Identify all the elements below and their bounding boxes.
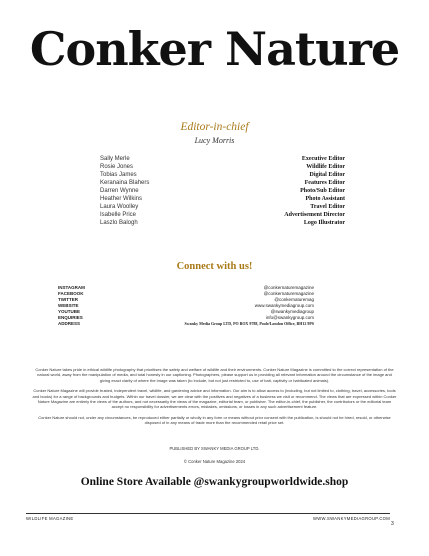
- legal-paragraph: Conker Nature takes pride in ethical wildlife photography that prioritises the safety and welfare of wildlife and their environments. Conker Nature Magazine is committed to the correct representation of the natural world, away from the manipulation of media, and total honesty in our captioning. Photographers, please support us in providing all relevant information around the circumstance of the image and giving exact clarity of where the image was taken (to include, but not just restricted to, use of bait, captivity or habituated animals).: [35, 367, 394, 383]
- staff-name: Tobias James: [100, 172, 137, 178]
- staff-row: [100, 163, 345, 171]
- staff-row: [100, 179, 345, 187]
- staff-role: Features Editor: [304, 180, 345, 186]
- staff-role: Advertisement Director: [284, 212, 345, 218]
- postal-address: Swanky Media Group LTD, PO BOX 9788, Poole/London Office, BH12 9PS: [184, 321, 314, 326]
- magazine-masthead: Conker Nature: [29, 22, 400, 76]
- footer-website: WWW.SWANKYMEDIAGROUP.COM: [313, 516, 390, 521]
- enquiries-email[interactable]: info@swankygroup.com: [265, 315, 314, 320]
- staff-row: [100, 171, 345, 179]
- staff-role: Travel Editor: [310, 204, 345, 210]
- legal-paragraph: Conker Nature Magazine will provide trusted, independent travel, wildlife, and gardening advice and information. Our aim is to allow access to (including, but not limited to, clothing, travel, accessories, tools and books) for a range of backgrounds and budgets. Within our travel dossier, we are clear with the positives and negatives of a business we visit or recommend. The views that are expressed within Conker Nature Magazine are entirely the views of the authors, and not necessarily the views of the magazine, editorial team, or publisher. The editor-in-chief, the publisher, the contributors or the editorial team accept no responsibility for advertisements errors, mistakes, omissions, or losses in any such advertisement feature.: [32, 388, 397, 410]
- copyright-line: © Conker Nature Magazine 2024: [183, 459, 246, 464]
- facebook-handle[interactable]: @conkernaturemagazine: [263, 291, 314, 296]
- contact-label: WEBSITE: [58, 303, 79, 308]
- staff-name: Isabelle Price: [100, 212, 137, 218]
- staff-name: Heather Wilkins: [100, 196, 143, 202]
- staff-name: Sally Merle: [100, 156, 130, 162]
- staff-role: Digital Editor: [309, 172, 345, 178]
- contact-list: [58, 285, 314, 327]
- staff-row: [100, 155, 345, 163]
- staff-row: [100, 211, 345, 219]
- contact-label: YOUTUBE: [58, 309, 81, 314]
- connect-heading: Connect with us!: [176, 261, 253, 272]
- contact-label: TWITTER: [58, 297, 78, 302]
- staff-list: [100, 155, 345, 227]
- staff-role: Executive Editor: [301, 156, 345, 162]
- staff-role: Photo/Sub Editor: [300, 188, 345, 194]
- publisher-line: PUBLISHED BY SWANKY MEDIA GROUP LTD.: [169, 446, 260, 451]
- legal-notice: [32, 367, 397, 431]
- instagram-handle[interactable]: @conkernaturemagazine: [263, 285, 314, 290]
- footer-divider: [26, 513, 390, 514]
- page-number: 3: [391, 521, 394, 527]
- contact-label: ADDRESS: [58, 321, 81, 326]
- staff-row: [100, 219, 345, 227]
- contact-label: INSTAGRAM: [58, 285, 85, 290]
- staff-row: [100, 195, 345, 203]
- footer-magazine-label: WILDLIFE MAGAZINE: [26, 516, 74, 521]
- twitter-handle[interactable]: @conkernaturemag: [274, 297, 314, 302]
- contact-label: ENQUIRIES: [58, 315, 83, 320]
- staff-name: Rosie Jones: [100, 164, 134, 170]
- staff-name: Darren Wynne: [100, 188, 139, 194]
- online-store-banner: Online Store Available @swankygroupworldwide.shop: [80, 476, 349, 488]
- editor-in-chief-heading: Editor-in-chief: [180, 121, 249, 133]
- editor-in-chief-name: Lucy Morris: [194, 136, 235, 145]
- contact-label: FACEBOOK: [58, 291, 84, 296]
- staff-name: Laura Woolley: [100, 204, 139, 210]
- staff-role: Wildlife Editor: [306, 164, 345, 170]
- legal-paragraph: Conker Nature should not, under any circumstances, be reproduced either partially or wholly in any form or means without prior consent with the publication, is should not be hired, resold, or otherwise disposed of in any means of trade more than the recommended retail price set.: [38, 414, 391, 426]
- staff-row: [100, 187, 345, 195]
- staff-row: [100, 203, 345, 211]
- website-link[interactable]: www.swankymediagroup.com: [254, 303, 314, 308]
- staff-role: Logo Illustrator: [303, 220, 345, 226]
- youtube-handle[interactable]: @swankymediagroup: [270, 309, 314, 314]
- staff-name: Keranaina Blahers: [100, 180, 150, 186]
- staff-name: Laszlo Balogh: [100, 220, 138, 226]
- contact-row-address: [58, 321, 314, 327]
- staff-role: Photo Assistant: [305, 196, 345, 202]
